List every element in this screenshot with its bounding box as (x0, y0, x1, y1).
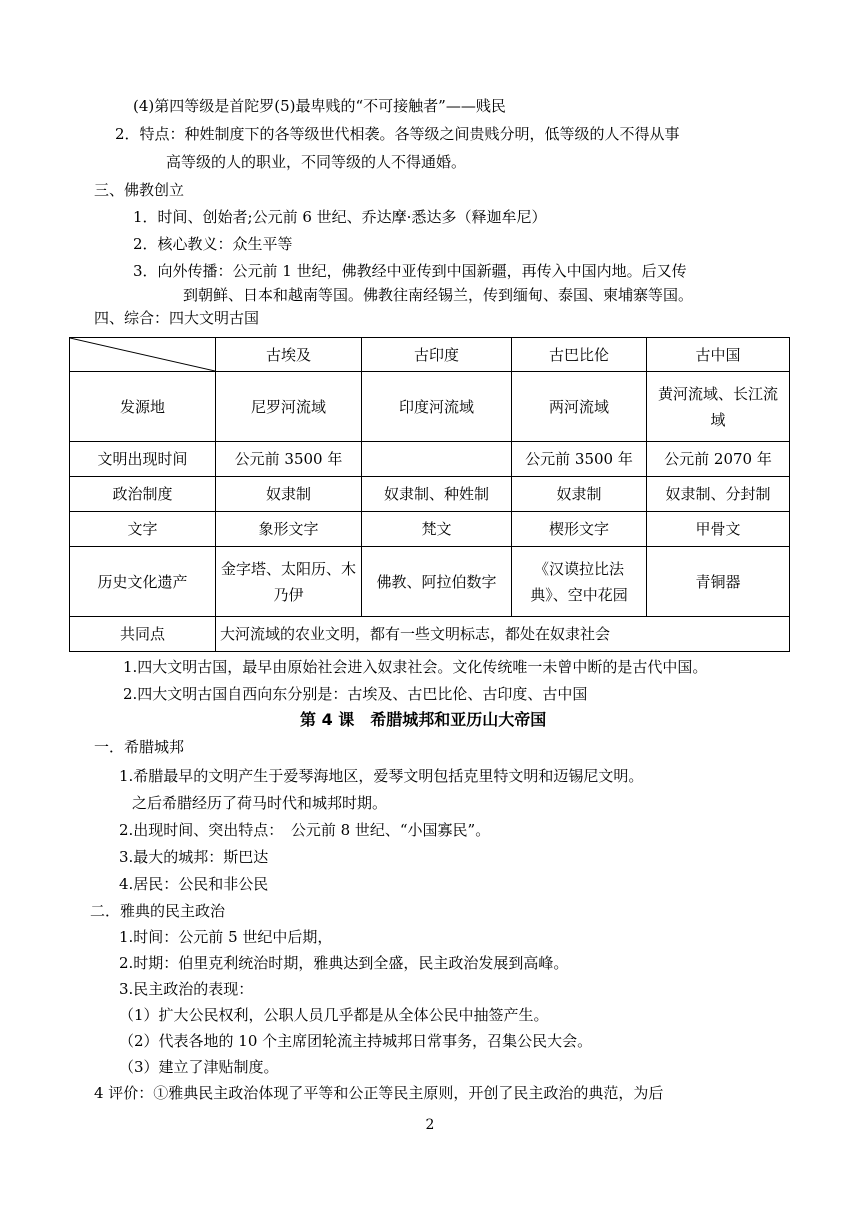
text-line: 3.民主政治的表现： (119, 980, 254, 998)
table-cell: 公元前 3500 年 (216, 442, 362, 477)
column-header: 古埃及 (216, 338, 362, 372)
row-label: 文字 (70, 512, 216, 547)
text-line: 高等级的人的职业，不同等级的人不得通婚。 (166, 153, 467, 171)
text-line: 2．核心教义：众生平等 (133, 235, 293, 253)
column-header: 古中国 (647, 338, 790, 372)
table-cell: 尼罗河流域 (216, 372, 362, 442)
table-cell: 两河流域 (512, 372, 647, 442)
section-heading: 三、佛教创立 (94, 181, 185, 199)
text-line: (4)第四等级是首陀罗(5)最卑贱的“不可接触者”——贱民 (133, 97, 506, 115)
section-heading: 一．希腊城邦 (94, 738, 185, 756)
section-heading: 二．雅典的民主政治 (90, 902, 226, 920)
text-line: 2.出现时间、突出特点： 公元前 8 世纪、“小国寡民”。 (119, 821, 491, 839)
table-cell: 金字塔、太阳历、木乃伊 (216, 547, 362, 617)
table-row (70, 512, 790, 547)
table-cell: 印度河流域 (362, 372, 512, 442)
text-line: 1.时间：公元前 5 世纪中后期， (119, 928, 333, 946)
text-line: 到朝鲜、日本和越南等国。佛教往南经锡兰，传到缅甸、泰国、柬埔寨等国。 (183, 286, 694, 304)
civilizations-table (69, 337, 790, 652)
table-row (70, 617, 790, 652)
text-line: 1．时间、创始者;公元前 6 世纪、乔达摩·悉达多（释迦牟尼） (133, 208, 547, 226)
table-cell: 奴隶制 (216, 477, 362, 512)
table-cell: 公元前 2070 年 (647, 442, 790, 477)
text-line: 2.时期：伯里克利统治时期，雅典达到全盛，民主政治发展到高峰。 (119, 954, 569, 972)
text-line: 4 评价：①雅典民主政治体现了平等和公正等民主原则，开创了民主政治的典范，为后 (94, 1084, 664, 1102)
table-cell: 大河流域的农业文明，都有一些文明标志，都处在奴隶社会 (216, 617, 790, 652)
table-cell: 公元前 3500 年 (512, 442, 647, 477)
table-row (70, 442, 790, 477)
table-cell: 象形文字 (216, 512, 362, 547)
row-label: 发源地 (70, 372, 216, 442)
table-cell: 奴隶制 (512, 477, 647, 512)
text-line: 1.四大文明古国，最早由原始社会进入奴隶社会。文化传统唯一未曾中断的是古代中国。 (123, 658, 708, 676)
column-header: 古印度 (362, 338, 512, 372)
text-line: 3．向外传播：公元前 1 世纪，佛教经中亚传到中国新疆，再传入中国内地。后又传 (133, 262, 687, 280)
page-number: 2 (425, 1117, 435, 1133)
table-row (70, 372, 790, 442)
row-label: 政治制度 (70, 477, 216, 512)
text-line: 3.最大的城邦：斯巴达 (119, 848, 269, 866)
table-cell: 楔形文字 (512, 512, 647, 547)
column-header: 古巴比伦 (512, 338, 647, 372)
row-label: 文明出现时间 (70, 442, 216, 477)
text-line: 2．特点：种姓制度下的各等级世代相袭。各等级之间贵贱分明，低等级的人不得从事 (115, 125, 680, 143)
text-line: 2.四大文明古国自西向东分别是：古埃及、古巴比伦、古印度、古中国 (123, 685, 588, 703)
table-cell: 奴隶制、分封制 (647, 477, 790, 512)
table-row (70, 547, 790, 617)
diagonal-header-cell (70, 338, 216, 372)
table-cell: 奴隶制、种姓制 (362, 477, 512, 512)
diagonal-line (70, 338, 215, 371)
table-cell: 甲骨文 (647, 512, 790, 547)
text-line: （2）代表各地的 10 个主席团轮流主持城邦日常事务，召集公民大会。 (119, 1032, 593, 1050)
table-row (70, 477, 790, 512)
table-cell: 《汉谟拉比法典》、空中花园 (512, 547, 647, 617)
table-cell: 佛教、阿拉伯数字 (362, 547, 512, 617)
lesson-title: 第 4 课 希腊城邦和亚历山大帝国 (300, 710, 547, 729)
row-label: 共同点 (70, 617, 216, 652)
section-heading: 四、综合：四大文明古国 (94, 309, 260, 327)
table-cell: 青铜器 (647, 547, 790, 617)
text-line: （3）建立了津贴制度。 (119, 1058, 279, 1076)
table-cell: 黄河流域、长江流域 (647, 372, 790, 442)
table-cell: 梵文 (362, 512, 512, 547)
row-label: 历史文化遗产 (70, 547, 216, 617)
text-line: 之后希腊经历了荷马时代和城邦时期。 (132, 794, 388, 812)
table-header-row (70, 338, 790, 372)
text-line: 4.居民：公民和非公民 (119, 875, 269, 893)
text-line: （1）扩大公民权利，公职人员几乎都是从全体公民中抽签产生。 (119, 1006, 549, 1024)
table-cell (362, 442, 512, 477)
text-line: 1.希腊最早的文明产生于爱琴海地区，爱琴文明包括克里特文明和迈锡尼文明。 (119, 767, 644, 785)
